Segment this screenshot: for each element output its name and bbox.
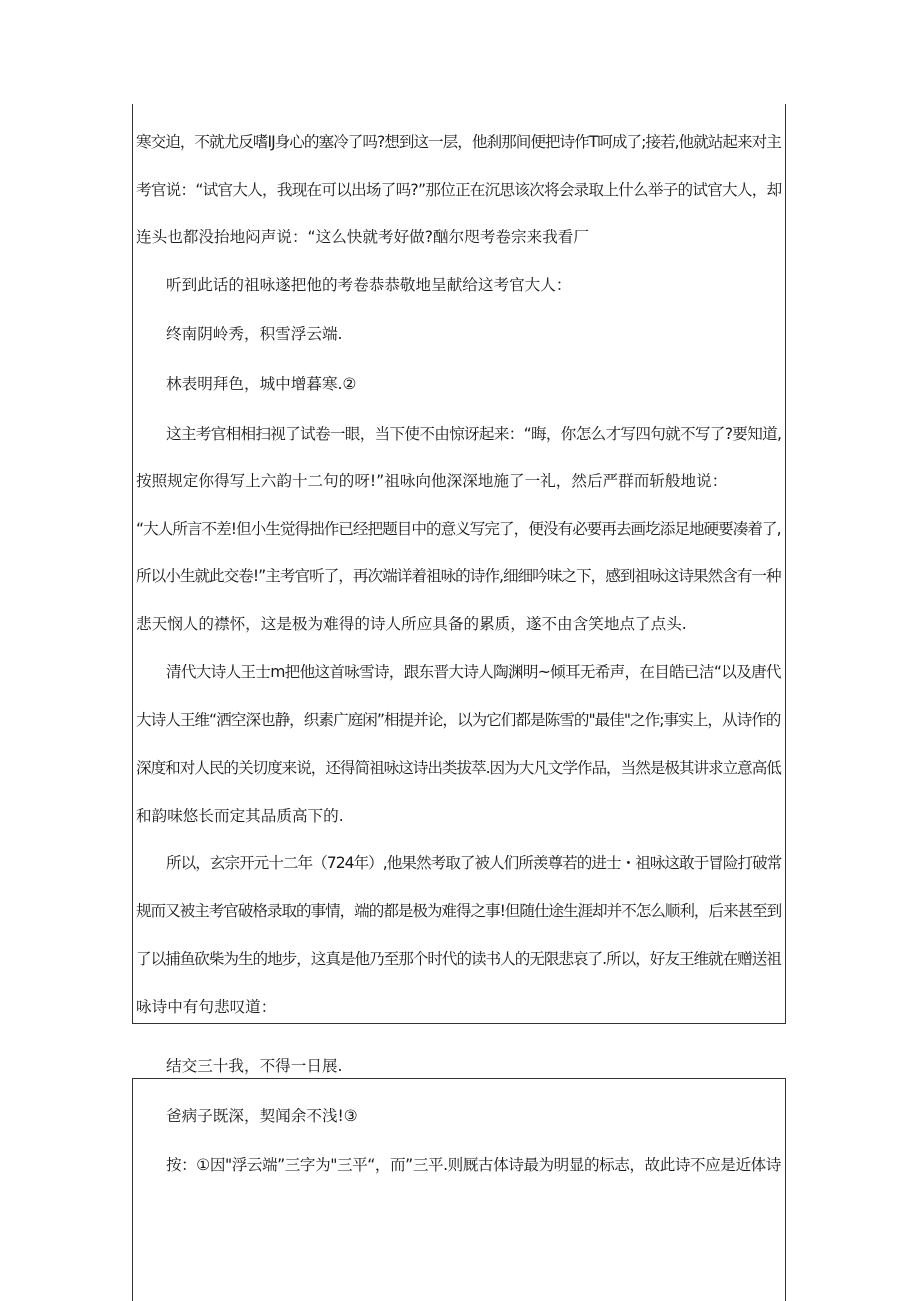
- paragraph-line: 所以，玄宗开元十二年（724年）,他果然考取了被人们所羡尊若的进士・祖咏这敢于冒险打破常: [166, 854, 782, 872]
- poem-line: 爸病子既深，契闻余不浅!③: [166, 1107, 358, 1125]
- text-line: 大诗人王维“洒空深也静，织素广庭闲”相提并论，以为它们都是陈雪的"最佳"之作;事实上，从诗作的: [136, 711, 781, 729]
- text-line: 了以捕鱼砍柴为生的地步，这真是他乃至那个时代的读书人的无限悲哀了.所以，好友王维就在赠送祖: [136, 950, 781, 968]
- poem-line: 结交三十我，不得一日展.: [166, 1057, 343, 1075]
- text-line: 考官说：“试官大人，我现在可以出场了吗?”那位正在沉思该次将会录取上什么举子的试官大人，却: [136, 181, 782, 199]
- text-line: 咏诗中有句悲叹道：: [136, 998, 277, 1016]
- text-line: 深度和对人民的关切度来说，还得简祖咏这诗出类拔萃.因为大凡文学作品，当然是极其讲求立意高低: [136, 759, 781, 777]
- text-line: 连头也都没抬地闷声说：“这么快就考好做?酗尔咫考卷宗来我看厂: [136, 228, 589, 246]
- text-line: 所以小生就此交卷!”主考官听了，再次端详着祖咏的诗作,细细吟味之下，感到祖咏这诗果然含有一种: [136, 567, 781, 585]
- text-line: 规而又被主考官破格录取的事情，端的都是极为难得之事!但随仕途生涯却并不怎么顺利，后来甚至到: [136, 902, 782, 920]
- note-line: 按：①因"浮云端”三字为"三平“，而”三平.则厩古体诗最为明显的标志，故此诗不应是近体诗: [166, 1156, 781, 1174]
- text-line: “大人所言不差!但小生觉得拙作已经把题目中的意义写完了，便没有必要再去画圪添足地硬要凑着了,: [136, 520, 781, 538]
- poem-line: 林表明拜色，城中增暮寒.②: [166, 375, 357, 393]
- text-line: 按照规定你得写上六韵十二句的呀!”祖咏向他深深地施了一礼，然后严群而斩般地说：: [136, 472, 728, 490]
- paragraph-line: 清代大诗人王士m把他这首咏雪诗，跟东晋大诗人陶渊明~倾耳无希声，在目皓已洁“以及唐代: [166, 663, 781, 681]
- text-line: 和韵味悠长而定其品质高下的.: [136, 807, 344, 825]
- poem-line: 终南阴岭秀，积雪浮云端.: [166, 325, 343, 343]
- text-line: 寒交迫，不就尤反嗜IJ身心的塞冷了吗?想到这一层，他刹那间便把诗作T呵成了;接若,他就站起来对主: [136, 133, 781, 151]
- text-line: 悲天悯人的襟怀，这是极为难得的诗人所应具备的累质，遂不由含笑地点了点头.: [136, 615, 687, 633]
- paragraph-line: 这主考官相相扫视了试卷一眼，当下使不由惊讶起来：“晦，你怎么才写四句就不写了?要知道,: [166, 425, 782, 443]
- paragraph-line: 听到此话的祖咏遂把他的考卷恭恭敬地呈献给这考官大人：: [166, 276, 572, 294]
